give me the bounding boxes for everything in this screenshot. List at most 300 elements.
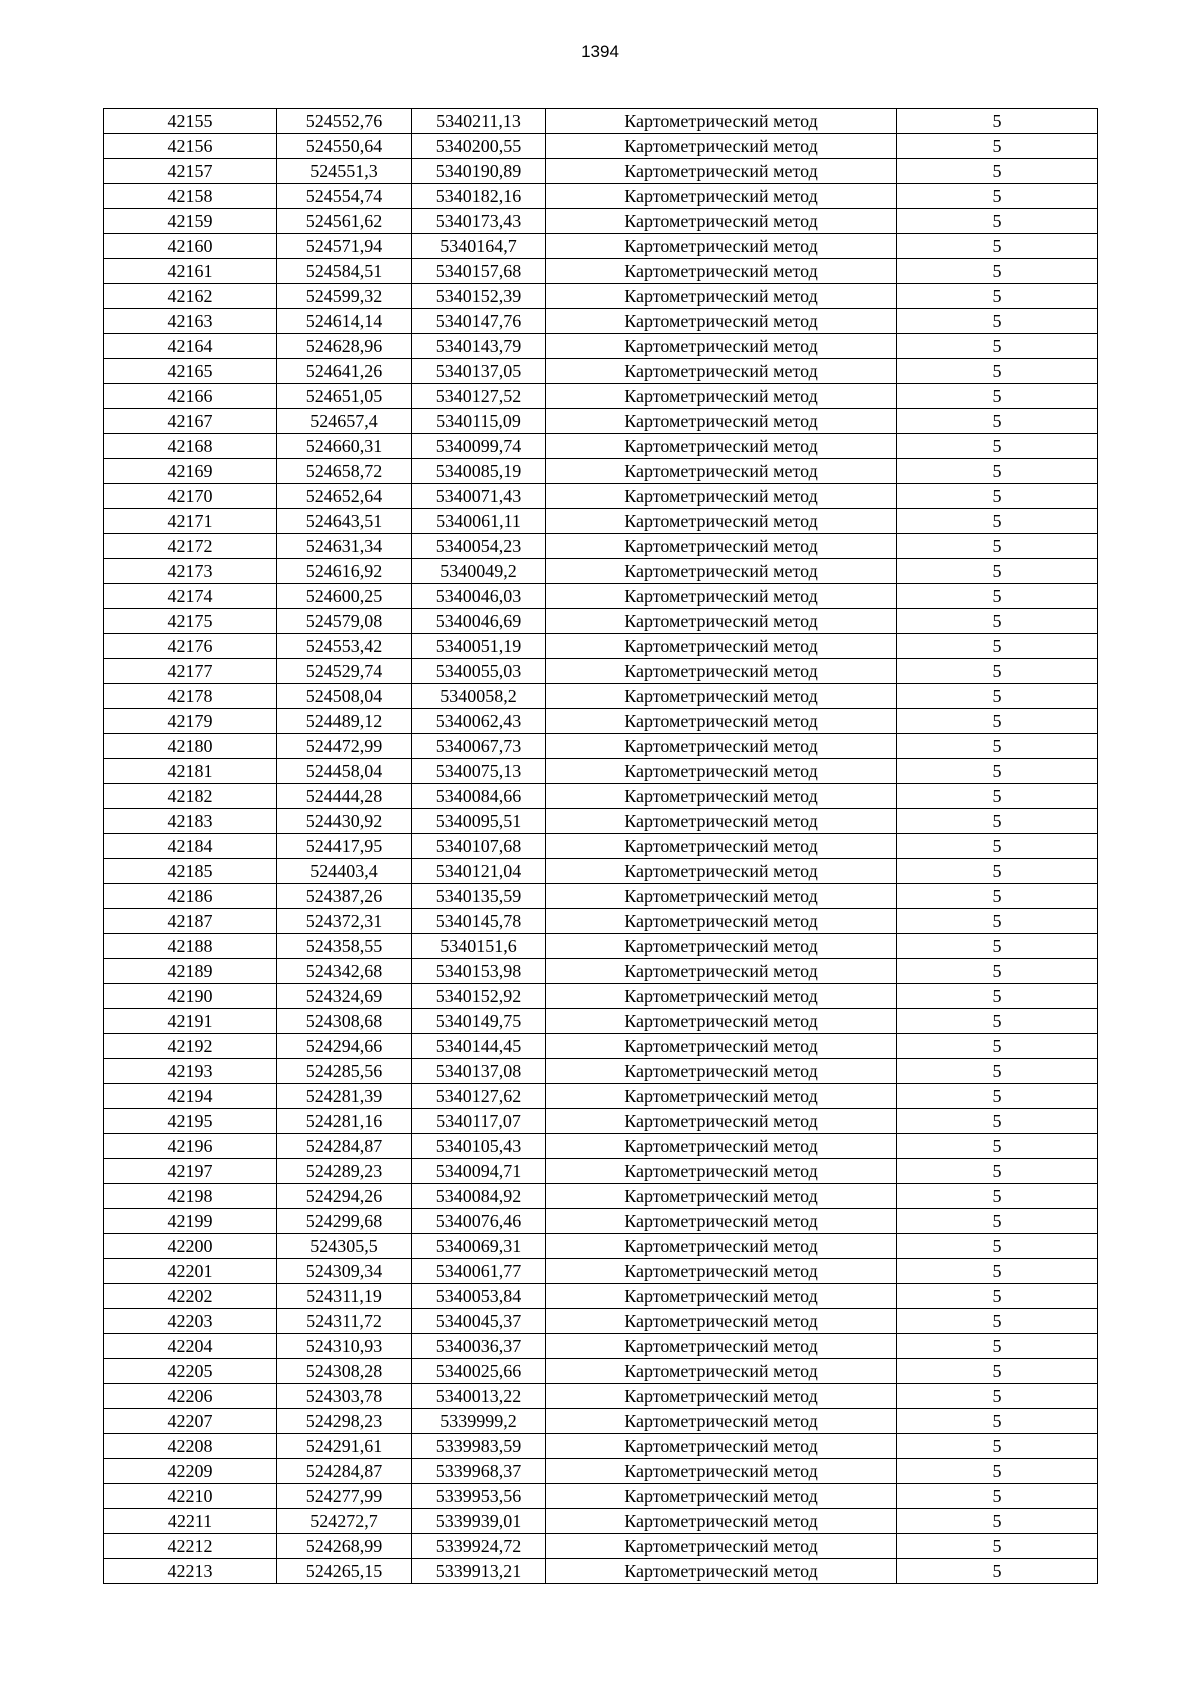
page-number: 1394 [581,42,619,61]
accuracy-cell: 5 [897,734,1098,759]
table-row [104,859,1098,884]
x-coordinate-cell: 524616,92 [277,559,412,584]
point-number-cell: 42165 [104,359,277,384]
table-row [104,959,1098,984]
method-cell: Картометрический метод [546,1159,897,1184]
accuracy-cell: 5 [897,1509,1098,1534]
y-coordinate-cell: 5340121,04 [412,859,546,884]
y-coordinate-cell: 5340095,51 [412,809,546,834]
point-number-cell: 42185 [104,859,277,884]
x-coordinate-cell: 524303,78 [277,1384,412,1409]
table-row [104,509,1098,534]
x-coordinate-cell: 524403,4 [277,859,412,884]
x-coordinate-cell: 524308,28 [277,1359,412,1384]
accuracy-cell: 5 [897,1134,1098,1159]
accuracy-cell: 5 [897,234,1098,259]
y-coordinate-cell: 5340135,59 [412,884,546,909]
table-row [104,1384,1098,1409]
method-cell: Картометрический метод [546,984,897,1009]
accuracy-cell: 5 [897,809,1098,834]
accuracy-cell: 5 [897,509,1098,534]
x-coordinate-cell: 524458,04 [277,759,412,784]
table-row [104,934,1098,959]
point-number-cell: 42189 [104,959,277,984]
point-number-cell: 42167 [104,409,277,434]
accuracy-cell: 5 [897,359,1098,384]
point-number-cell: 42208 [104,1434,277,1459]
y-coordinate-cell: 5340137,05 [412,359,546,384]
method-cell: Картометрический метод [546,1434,897,1459]
accuracy-cell: 5 [897,1034,1098,1059]
point-number-cell: 42204 [104,1334,277,1359]
point-number-cell: 42202 [104,1284,277,1309]
point-number-cell: 42203 [104,1309,277,1334]
accuracy-cell: 5 [897,1009,1098,1034]
y-coordinate-cell: 5340127,52 [412,384,546,409]
y-coordinate-cell: 5340137,08 [412,1059,546,1084]
method-cell: Картометрический метод [546,1459,897,1484]
accuracy-cell: 5 [897,634,1098,659]
x-coordinate-cell: 524311,19 [277,1284,412,1309]
y-coordinate-cell: 5340051,19 [412,634,546,659]
x-coordinate-cell: 524310,93 [277,1334,412,1359]
table-row [104,1209,1098,1234]
method-cell: Картометрический метод [546,209,897,234]
x-coordinate-cell: 524284,87 [277,1134,412,1159]
method-cell: Картометрический метод [546,459,897,484]
point-number-cell: 42164 [104,334,277,359]
table-row [104,334,1098,359]
x-coordinate-cell: 524277,99 [277,1484,412,1509]
table-row [104,1409,1098,1434]
method-cell: Картометрический метод [546,259,897,284]
accuracy-cell: 5 [897,1559,1098,1584]
accuracy-cell: 5 [897,1384,1098,1409]
method-cell: Картометрический метод [546,1009,897,1034]
point-number-cell: 42188 [104,934,277,959]
x-coordinate-cell: 524430,92 [277,809,412,834]
accuracy-cell: 5 [897,484,1098,509]
point-number-cell: 42194 [104,1084,277,1109]
accuracy-cell: 5 [897,1409,1098,1434]
y-coordinate-cell: 5340076,46 [412,1209,546,1234]
table-row [104,184,1098,209]
table-row [104,1509,1098,1534]
x-coordinate-cell: 524551,3 [277,159,412,184]
table-row [104,1034,1098,1059]
table-row [104,309,1098,334]
point-number-cell: 42172 [104,534,277,559]
accuracy-cell: 5 [897,984,1098,1009]
table-row [104,559,1098,584]
table-row [104,134,1098,159]
point-number-cell: 42210 [104,1484,277,1509]
point-number-cell: 42166 [104,384,277,409]
accuracy-cell: 5 [897,459,1098,484]
y-coordinate-cell: 5340054,23 [412,534,546,559]
table-row [104,584,1098,609]
x-coordinate-cell: 524299,68 [277,1209,412,1234]
accuracy-cell: 5 [897,584,1098,609]
accuracy-cell: 5 [897,1334,1098,1359]
point-number-cell: 42163 [104,309,277,334]
method-cell: Картометрический метод [546,284,897,309]
x-coordinate-cell: 524305,5 [277,1234,412,1259]
y-coordinate-cell: 5340061,11 [412,509,546,534]
accuracy-cell: 5 [897,1209,1098,1234]
point-number-cell: 42173 [104,559,277,584]
table-row [104,984,1098,1009]
point-number-cell: 42198 [104,1184,277,1209]
method-cell: Картометрический метод [546,659,897,684]
table-row [104,634,1098,659]
x-coordinate-cell: 524294,26 [277,1184,412,1209]
method-cell: Картометрический метод [546,409,897,434]
method-cell: Картометрический метод [546,1509,897,1534]
x-coordinate-cell: 524281,39 [277,1084,412,1109]
point-number-cell: 42178 [104,684,277,709]
method-cell: Картометрический метод [546,334,897,359]
accuracy-cell: 5 [897,659,1098,684]
method-cell: Картометрический метод [546,359,897,384]
method-cell: Картометрический метод [546,1559,897,1584]
x-coordinate-cell: 524417,95 [277,834,412,859]
point-number-cell: 42207 [104,1409,277,1434]
y-coordinate-cell: 5340084,92 [412,1184,546,1209]
method-cell: Картометрический метод [546,109,897,134]
method-cell: Картометрический метод [546,909,897,934]
point-number-cell: 42182 [104,784,277,809]
x-coordinate-cell: 524372,31 [277,909,412,934]
accuracy-cell: 5 [897,1284,1098,1309]
y-coordinate-cell: 5340143,79 [412,334,546,359]
method-cell: Картометрический метод [546,884,897,909]
method-cell: Картометрический метод [546,709,897,734]
accuracy-cell: 5 [897,284,1098,309]
y-coordinate-cell: 5340071,43 [412,484,546,509]
accuracy-cell: 5 [897,109,1098,134]
method-cell: Картометрический метод [546,809,897,834]
accuracy-cell: 5 [897,759,1098,784]
point-number-cell: 42191 [104,1009,277,1034]
accuracy-cell: 5 [897,909,1098,934]
y-coordinate-cell: 5340049,2 [412,559,546,584]
y-coordinate-cell: 5339968,37 [412,1459,546,1484]
y-coordinate-cell: 5340099,74 [412,434,546,459]
y-coordinate-cell: 5339924,72 [412,1534,546,1559]
coordinates-table [103,108,1098,1584]
method-cell: Картометрический метод [546,1359,897,1384]
method-cell: Картометрический метод [546,634,897,659]
accuracy-cell: 5 [897,159,1098,184]
point-number-cell: 42212 [104,1534,277,1559]
accuracy-cell: 5 [897,834,1098,859]
x-coordinate-cell: 524554,74 [277,184,412,209]
point-number-cell: 42176 [104,634,277,659]
point-number-cell: 42174 [104,584,277,609]
method-cell: Картометрический метод [546,1109,897,1134]
x-coordinate-cell: 524281,16 [277,1109,412,1134]
x-coordinate-cell: 524599,32 [277,284,412,309]
table-row [104,359,1098,384]
point-number-cell: 42177 [104,659,277,684]
y-coordinate-cell: 5340058,2 [412,684,546,709]
point-number-cell: 42213 [104,1559,277,1584]
table-row [104,1059,1098,1084]
accuracy-cell: 5 [897,1184,1098,1209]
x-coordinate-cell: 524643,51 [277,509,412,534]
point-number-cell: 42168 [104,434,277,459]
x-coordinate-cell: 524284,87 [277,1459,412,1484]
point-number-cell: 42170 [104,484,277,509]
x-coordinate-cell: 524311,72 [277,1309,412,1334]
y-coordinate-cell: 5340117,07 [412,1109,546,1134]
point-number-cell: 42169 [104,459,277,484]
y-coordinate-cell: 5340107,68 [412,834,546,859]
y-coordinate-cell: 5340067,73 [412,734,546,759]
accuracy-cell: 5 [897,1484,1098,1509]
x-coordinate-cell: 524552,76 [277,109,412,134]
accuracy-cell: 5 [897,1259,1098,1284]
table-row [104,1184,1098,1209]
accuracy-cell: 5 [897,559,1098,584]
table-row [104,234,1098,259]
y-coordinate-cell: 5339939,01 [412,1509,546,1534]
table-row [104,1259,1098,1284]
x-coordinate-cell: 524342,68 [277,959,412,984]
x-coordinate-cell: 524289,23 [277,1159,412,1184]
method-cell: Картометрический метод [546,1134,897,1159]
y-coordinate-cell: 5340157,68 [412,259,546,284]
x-coordinate-cell: 524508,04 [277,684,412,709]
accuracy-cell: 5 [897,1359,1098,1384]
coordinates-table-body [104,109,1098,1584]
table-row [104,109,1098,134]
y-coordinate-cell: 5339953,56 [412,1484,546,1509]
method-cell: Картометрический метод [546,534,897,559]
method-cell: Картометрический метод [546,309,897,334]
point-number-cell: 42199 [104,1209,277,1234]
accuracy-cell: 5 [897,1309,1098,1334]
table-row [104,1359,1098,1384]
x-coordinate-cell: 524309,34 [277,1259,412,1284]
point-number-cell: 42159 [104,209,277,234]
point-number-cell: 42183 [104,809,277,834]
accuracy-cell: 5 [897,1084,1098,1109]
accuracy-cell: 5 [897,434,1098,459]
method-cell: Картометрический метод [546,484,897,509]
y-coordinate-cell: 5340211,13 [412,109,546,134]
method-cell: Картометрический метод [546,1209,897,1234]
method-cell: Картометрический метод [546,184,897,209]
x-coordinate-cell: 524553,42 [277,634,412,659]
y-coordinate-cell: 5340036,37 [412,1334,546,1359]
accuracy-cell: 5 [897,859,1098,884]
y-coordinate-cell: 5340127,62 [412,1084,546,1109]
y-coordinate-cell: 5340084,66 [412,784,546,809]
x-coordinate-cell: 524584,51 [277,259,412,284]
point-number-cell: 42193 [104,1059,277,1084]
table-row [104,409,1098,434]
method-cell: Картометрический метод [546,1384,897,1409]
accuracy-cell: 5 [897,334,1098,359]
method-cell: Картометрический метод [546,1284,897,1309]
point-number-cell: 42162 [104,284,277,309]
point-number-cell: 42157 [104,159,277,184]
point-number-cell: 42160 [104,234,277,259]
accuracy-cell: 5 [897,309,1098,334]
method-cell: Картометрический метод [546,1259,897,1284]
point-number-cell: 42179 [104,709,277,734]
accuracy-cell: 5 [897,884,1098,909]
point-number-cell: 42161 [104,259,277,284]
method-cell: Картометрический метод [546,1309,897,1334]
method-cell: Картометрический метод [546,1059,897,1084]
x-coordinate-cell: 524651,05 [277,384,412,409]
x-coordinate-cell: 524387,26 [277,884,412,909]
method-cell: Картометрический метод [546,134,897,159]
x-coordinate-cell: 524291,61 [277,1434,412,1459]
method-cell: Картометрический метод [546,834,897,859]
y-coordinate-cell: 5340046,03 [412,584,546,609]
y-coordinate-cell: 5340075,13 [412,759,546,784]
x-coordinate-cell: 524272,7 [277,1509,412,1534]
accuracy-cell: 5 [897,959,1098,984]
y-coordinate-cell: 5340144,45 [412,1034,546,1059]
x-coordinate-cell: 524561,62 [277,209,412,234]
method-cell: Картометрический метод [546,1234,897,1259]
accuracy-cell: 5 [897,1109,1098,1134]
y-coordinate-cell: 5340173,43 [412,209,546,234]
x-coordinate-cell: 524444,28 [277,784,412,809]
accuracy-cell: 5 [897,1434,1098,1459]
y-coordinate-cell: 5340153,98 [412,959,546,984]
table-row [104,1159,1098,1184]
method-cell: Картометрический метод [546,684,897,709]
y-coordinate-cell: 5340069,31 [412,1234,546,1259]
x-coordinate-cell: 524631,34 [277,534,412,559]
y-coordinate-cell: 5340182,16 [412,184,546,209]
x-coordinate-cell: 524285,56 [277,1059,412,1084]
method-cell: Картометрический метод [546,1534,897,1559]
method-cell: Картометрический метод [546,384,897,409]
accuracy-cell: 5 [897,934,1098,959]
accuracy-cell: 5 [897,709,1098,734]
x-coordinate-cell: 524550,64 [277,134,412,159]
method-cell: Картометрический метод [546,959,897,984]
y-coordinate-cell: 5340164,7 [412,234,546,259]
point-number-cell: 42181 [104,759,277,784]
accuracy-cell: 5 [897,209,1098,234]
point-number-cell: 42180 [104,734,277,759]
x-coordinate-cell: 524652,64 [277,484,412,509]
y-coordinate-cell: 5340085,19 [412,459,546,484]
table-row [104,259,1098,284]
point-number-cell: 42200 [104,1234,277,1259]
x-coordinate-cell: 524600,25 [277,584,412,609]
x-coordinate-cell: 524298,23 [277,1409,412,1434]
method-cell: Картометрический метод [546,859,897,884]
point-number-cell: 42158 [104,184,277,209]
table-row [104,609,1098,634]
y-coordinate-cell: 5340046,69 [412,609,546,634]
table-row [104,709,1098,734]
accuracy-cell: 5 [897,1159,1098,1184]
method-cell: Картометрический метод [546,159,897,184]
point-number-cell: 42171 [104,509,277,534]
point-number-cell: 42175 [104,609,277,634]
accuracy-cell: 5 [897,134,1098,159]
table-row [104,1484,1098,1509]
table-row [104,1334,1098,1359]
point-number-cell: 42192 [104,1034,277,1059]
y-coordinate-cell: 5340151,6 [412,934,546,959]
point-number-cell: 42156 [104,134,277,159]
point-number-cell: 42201 [104,1259,277,1284]
y-coordinate-cell: 5340013,22 [412,1384,546,1409]
x-coordinate-cell: 524324,69 [277,984,412,1009]
table-row [104,659,1098,684]
y-coordinate-cell: 5340053,84 [412,1284,546,1309]
accuracy-cell: 5 [897,609,1098,634]
table-row [104,1434,1098,1459]
y-coordinate-cell: 5340147,76 [412,309,546,334]
table-row [104,1109,1098,1134]
y-coordinate-cell: 5339999,2 [412,1409,546,1434]
table-row [104,384,1098,409]
x-coordinate-cell: 524308,68 [277,1009,412,1034]
point-number-cell: 42195 [104,1109,277,1134]
table-row [104,484,1098,509]
method-cell: Картометрический метод [546,1334,897,1359]
table-row [104,909,1098,934]
accuracy-cell: 5 [897,259,1098,284]
table-row [104,884,1098,909]
method-cell: Картометрический метод [546,509,897,534]
y-coordinate-cell: 5340145,78 [412,909,546,934]
point-number-cell: 42196 [104,1134,277,1159]
table-row [104,834,1098,859]
method-cell: Картометрический метод [546,934,897,959]
point-number-cell: 42206 [104,1384,277,1409]
point-number-cell: 42187 [104,909,277,934]
accuracy-cell: 5 [897,184,1098,209]
point-number-cell: 42197 [104,1159,277,1184]
x-coordinate-cell: 524658,72 [277,459,412,484]
x-coordinate-cell: 524579,08 [277,609,412,634]
x-coordinate-cell: 524660,31 [277,434,412,459]
table-row [104,284,1098,309]
accuracy-cell: 5 [897,534,1098,559]
table-row [104,759,1098,784]
table-row [104,434,1098,459]
y-coordinate-cell: 5340045,37 [412,1309,546,1334]
y-coordinate-cell: 5340055,03 [412,659,546,684]
table-row [104,534,1098,559]
table-row [104,1459,1098,1484]
y-coordinate-cell: 5340061,77 [412,1259,546,1284]
x-coordinate-cell: 524268,99 [277,1534,412,1559]
table-row [104,1559,1098,1584]
table-row [104,1084,1098,1109]
y-coordinate-cell: 5340200,55 [412,134,546,159]
x-coordinate-cell: 524641,26 [277,359,412,384]
y-coordinate-cell: 5340094,71 [412,1159,546,1184]
point-number-cell: 42184 [104,834,277,859]
point-number-cell: 42190 [104,984,277,1009]
y-coordinate-cell: 5339983,59 [412,1434,546,1459]
accuracy-cell: 5 [897,1459,1098,1484]
